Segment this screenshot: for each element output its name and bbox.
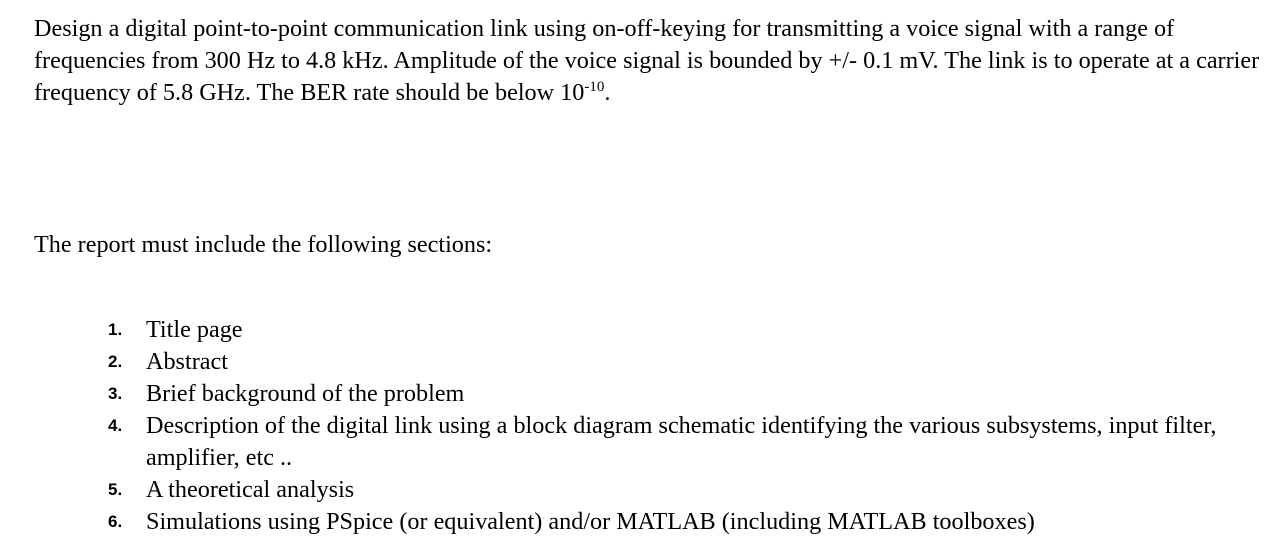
list-item: [0, 506, 1256, 538]
list-item-number: 3.: [108, 384, 123, 403]
list-item-number: 5.: [108, 480, 123, 499]
requirements-text-end: .: [604, 79, 611, 106]
list-item-text: Simulations using PSpice (or equivalent) and/or MATLAB (including MATLAB toolboxes): [146, 508, 1035, 535]
list-item-text: A theoretical analysis: [146, 476, 355, 503]
list-item: [0, 474, 1256, 506]
list-item-number: 6.: [108, 512, 123, 531]
list-item-text: Brief background of the problem: [146, 380, 465, 407]
list-item-number: 2.: [108, 352, 123, 371]
list-item: [0, 346, 1256, 378]
list-item-number: 1.: [108, 320, 123, 339]
report-sections-list: [0, 314, 1282, 538]
list-item: [0, 410, 1256, 474]
list-item-text: Description of the digital link using a block diagram schematic identifying the various subsystems, input filter, amplifier, etc ..: [146, 412, 1217, 471]
list-item-text: Abstract: [146, 348, 228, 375]
list-item: [0, 378, 1256, 410]
ber-exponent: -10: [584, 79, 605, 95]
report-sections-intro: The report must include the following sections:: [34, 231, 493, 258]
list-item-text: Title page: [146, 316, 243, 343]
list-item-number: 4.: [108, 416, 123, 435]
list-item: [0, 314, 1256, 346]
design-requirements-paragraph: [34, 13, 1269, 109]
requirements-text: Design a digital point-to-point communication link using on-off-keying for transmitting a voice signal with a range of frequencies from 300 Hz to 4.8 kHz. Amplitude of the voice signal is bounded by +/- 0.1 mV. The link is to operate at a carrier frequency of 5.8 GHz. The BER rate should be below 10: [34, 15, 1260, 106]
